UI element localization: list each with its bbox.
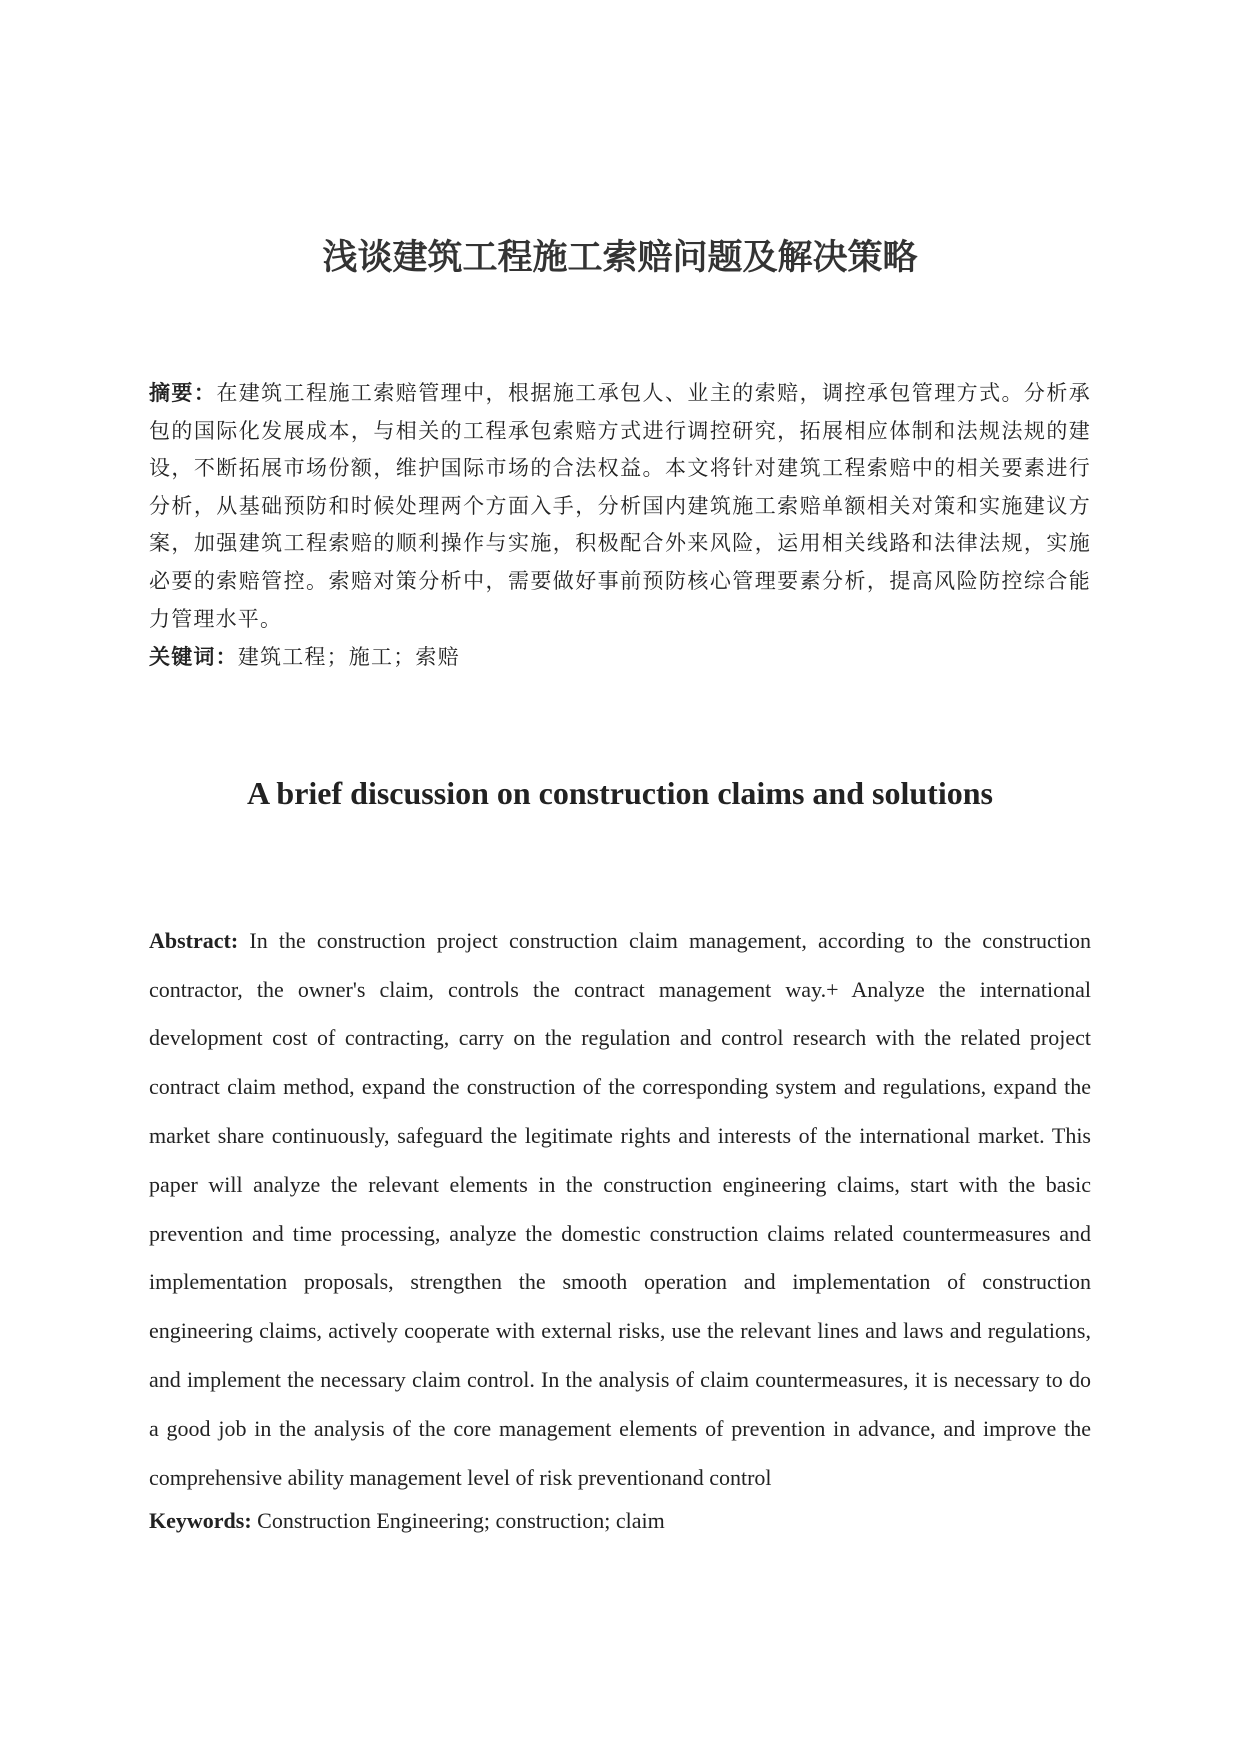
chinese-abstract-section [149,374,1091,677]
english-keywords [149,1506,1091,1536]
english-keywords-text: Construction Engineering; construction; claim [251,1508,665,1534]
chinese-keywords-label: 关键词： [149,644,238,670]
chinese-keywords-text: 建筑工程；施工；索赔 [237,645,460,670]
chinese-abstract [149,374,1091,638]
chinese-abstract-text: 在建筑工程施工索赔管理中，根据施工承包人、业主的索赔，调控承包管理方式。分析承包的国际化发展成本，与相关的工程承包索赔方式进行调控研究，拓展相应体制和法规法规的建设，不断拓展市场份额，维护国际市场的合法权益。本文将针对建筑工程索赔中的相关要素进行分析，从基础预防和时候处理两个方面入手，分析国内建筑施工索赔单额相关对策和实施建议方案，加强建筑工程索赔的顺利操作与实施，积极配合外来风险，运用相关线路和法律法规，实施必要的索赔管控。索赔对策分析中，需要做好事前预防核心管理要素分析，提高风险防控综合能力管理水平。 [149,381,1092,631]
english-keywords-label: Keywords: [149,1508,252,1534]
english-title: A brief discussion on construction claims and solutions [247,774,993,811]
english-abstract-text: In the construction project construction claim management, according to the construction contractor, the owner's claim, controls the contract management way.+ Analyze the international development cost of contracting, carry on the regulation and control research with the related project contract claim method, expand the construction of the corresponding system and regulations, expand the market share continuously, safeguard the legitimate rights and interests of the international market. This paper will analyze the relevant elements in the construction engineering claims, start with the basic prevention and time processing, analyze the domestic construction claims related countermeasures and implementation proposals, strengthen the smooth operation and implementation of construction engineering claims, actively cooperate with external risks, use the relevant lines and laws and regulations, and implement the necessary claim control. In the analysis of claim countermeasures, it is necessary to do a good job in the analysis of the core management elements of prevention in advance, and improve the comprehensive ability management level of risk preventionand control [149,927,1091,1490]
english-abstract-label: Abstract: [149,927,239,953]
chinese-abstract-label: 摘要： [149,380,217,405]
english-abstract-section [149,917,1091,1537]
chinese-keywords [149,638,1091,677]
chinese-title: 浅谈建筑工程施工索赔问题及解决策略 [322,238,918,278]
english-abstract [149,917,1091,1503]
